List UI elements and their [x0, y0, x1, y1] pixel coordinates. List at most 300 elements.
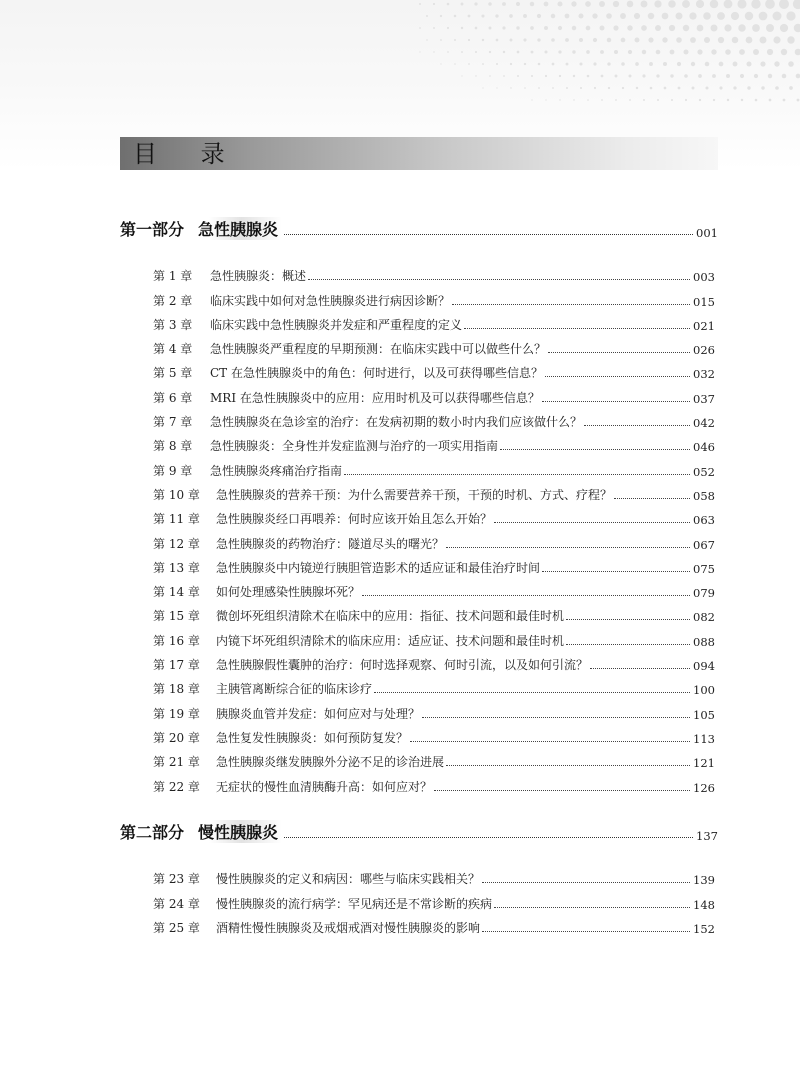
chapter-title: 内镜下坏死组织清除术的临床应用：适应证、技术问题和最佳时机 [216, 633, 565, 648]
halftone-dot [760, 61, 765, 66]
toc-entry[interactable] [153, 887, 715, 911]
halftone-dot [711, 49, 716, 54]
halftone-dot [786, 11, 795, 20]
halftone-dot [781, 49, 787, 55]
halftone-dot [573, 75, 575, 77]
chapter-number: 第 7 章 [153, 415, 193, 430]
halftone-dot [447, 51, 449, 53]
halftone-dot [538, 87, 540, 89]
part-2-name: 慢性胰腺炎 [198, 823, 279, 842]
halftone-dot [642, 50, 646, 54]
chapter-page-number: 121 [693, 756, 715, 771]
halftone-dot [636, 87, 638, 89]
dot-leader [452, 304, 690, 305]
halftone-dot [538, 63, 541, 66]
toc-entry[interactable] [153, 260, 715, 284]
part-1-page: 001 [696, 226, 718, 240]
halftone-dot [523, 14, 527, 18]
halftone-dot [783, 99, 786, 102]
dot-leader [422, 717, 690, 718]
chapter-page-number: 152 [693, 921, 715, 936]
halftone-dot [502, 2, 506, 6]
halftone-dot [669, 25, 675, 31]
dot-leader [590, 668, 690, 669]
halftone-dot [531, 99, 532, 100]
dot-leader [548, 352, 690, 353]
halftone-dot [703, 12, 711, 20]
halftone-dot [551, 38, 555, 42]
halftone-dot [552, 63, 555, 66]
chapter-number: 第 8 章 [153, 439, 193, 454]
halftone-dot [594, 87, 596, 89]
chapter-title: 急性胰腺炎中内镜逆行胰胆管造影术的适应证和最佳治疗时间 [216, 560, 541, 575]
halftone-dot [761, 86, 764, 89]
halftone-dot [746, 61, 751, 66]
halftone-dot [746, 37, 753, 44]
chapter-page-number: 058 [693, 488, 715, 503]
halftone-dot [670, 74, 673, 77]
toc-entry[interactable] [153, 406, 715, 430]
halftone-dot [740, 74, 744, 78]
chapter-page-number: 082 [693, 610, 715, 625]
halftone-dot [685, 99, 687, 101]
chapter-number: 第 16 章 [153, 633, 200, 648]
halftone-dot [607, 38, 612, 43]
dot-leader [434, 790, 690, 791]
halftone-dot [643, 99, 645, 101]
halftone-dot [648, 13, 654, 19]
chapter-number: 第 25 章 [153, 920, 200, 935]
toc-entry[interactable] [153, 381, 715, 405]
halftone-dot [635, 38, 640, 43]
halftone-dot [559, 75, 561, 77]
halftone-dot [621, 62, 625, 66]
halftone-dot [474, 2, 477, 5]
halftone-dot [697, 49, 702, 54]
halftone-dot [649, 62, 653, 66]
halftone-dot [468, 39, 470, 41]
halftone-dot [627, 25, 632, 30]
toc-entry[interactable] [153, 600, 715, 624]
halftone-dot [419, 27, 421, 29]
dot-leader [344, 474, 690, 475]
halftone-dot [620, 13, 626, 19]
dot-leader [566, 644, 690, 645]
chapter-number: 第 20 章 [153, 730, 200, 745]
dot-leader [542, 401, 690, 402]
halftone-dot [779, 0, 789, 9]
halftone-dot [495, 14, 498, 17]
chapter-number: 第 17 章 [153, 658, 200, 673]
halftone-dot [745, 12, 753, 20]
halftone-dot [773, 12, 782, 21]
part-2-page: 137 [696, 829, 718, 843]
chapter-number: 第 1 章 [153, 269, 193, 284]
halftone-dot [690, 37, 696, 43]
halftone-dot [773, 36, 780, 43]
halftone-dot [566, 87, 568, 89]
dot-leader [410, 741, 690, 742]
chapter-number: 第 2 章 [153, 293, 193, 308]
halftone-dot [613, 1, 619, 7]
chapter-page-number: 021 [693, 318, 715, 333]
halftone-dot [468, 15, 471, 18]
toc-entry[interactable] [153, 722, 715, 746]
halftone-dot [544, 26, 548, 30]
halftone-dot [510, 39, 513, 42]
halftone-dot [691, 62, 695, 66]
halftone-dot [482, 39, 484, 41]
toc-entry[interactable] [153, 673, 715, 697]
halftone-dot [704, 37, 710, 43]
halftone-dot [710, 0, 719, 8]
halftone-dot [475, 75, 476, 76]
halftone-dot [662, 37, 667, 42]
part-2-heading[interactable] [120, 821, 718, 843]
halftone-dot [663, 62, 667, 66]
halftone-dot [655, 25, 661, 31]
halftone-dot [615, 99, 617, 101]
halftone-dot [642, 74, 645, 77]
halftone-dot [454, 63, 456, 65]
halftone-dot [475, 51, 477, 53]
chapter-page-number: 139 [693, 873, 715, 888]
chapter-number: 第 3 章 [153, 317, 193, 332]
chapter-title: 急性胰腺炎的药物治疗：隧道尽头的曙光？ [216, 536, 445, 551]
halftone-dot [775, 86, 779, 90]
part-1-heading[interactable] [120, 218, 718, 240]
chapter-title: 慢性胰腺炎的流行病学：罕见病还是不常诊断的疾病 [216, 896, 493, 911]
part-1-name: 急性胰腺炎 [198, 220, 279, 239]
halftone-dot [683, 49, 688, 54]
halftone-dot [530, 26, 534, 30]
chapter-title: 胰腺炎血管并发症：如何应对与处理？ [216, 706, 421, 721]
halftone-dot [489, 27, 492, 30]
toc-entry[interactable] [153, 552, 715, 576]
halftone-dot [433, 3, 435, 5]
page-title: 目 录 [133, 140, 243, 168]
toc-entry[interactable] [153, 770, 715, 794]
part-2-label: 第二部分 [120, 823, 185, 842]
halftone-dot [600, 26, 605, 31]
halftone-dot [551, 14, 556, 19]
halftone-dot [531, 51, 534, 54]
chapter-number: 第 10 章 [153, 487, 200, 502]
halftone-dot [788, 61, 794, 67]
chapter-number: 第 21 章 [153, 755, 200, 770]
chapter-title: 急性胰腺炎的营养干预：为什么需要营养干预，干预的时机、方式、疗程？ [216, 487, 613, 502]
halftone-dot [668, 0, 676, 8]
halftone-dot [496, 87, 497, 88]
chapter-title: 临床实践中急性胰腺炎并发症和严重程度的定义 [210, 317, 463, 332]
halftone-dot [754, 74, 758, 78]
halftone-dot [502, 26, 505, 29]
halftone-dot [433, 51, 434, 52]
halftone-dot [440, 39, 442, 41]
halftone-dot [601, 75, 604, 78]
halftone-dot [753, 49, 759, 55]
chapter-number: 第 23 章 [153, 872, 200, 887]
halftone-dot [733, 62, 738, 67]
halftone-dot [752, 24, 760, 32]
toc-entry[interactable] [153, 746, 715, 770]
chapter-title: CT 在急性胰腺炎中的角色：何时进行，以及可获得哪些信息？ [210, 366, 544, 381]
halftone-dot [545, 75, 547, 77]
halftone-dot [650, 87, 653, 90]
halftone-dot [712, 74, 716, 78]
halftone-dot [641, 1, 648, 8]
halftone-dot [558, 26, 562, 30]
chapter-number: 第 6 章 [153, 390, 193, 405]
halftone-dot [677, 62, 681, 66]
halftone-dot [692, 87, 695, 90]
halftone-dot [592, 13, 597, 18]
toc-entry[interactable] [153, 912, 715, 936]
chapter-page-number: 026 [693, 343, 715, 358]
halftone-dot [579, 62, 582, 65]
toc-entry[interactable] [153, 863, 715, 887]
halftone-dot [516, 26, 519, 29]
halftone-dot [488, 2, 492, 6]
halftone-dot [454, 39, 456, 41]
toc-entry[interactable] [153, 649, 715, 673]
chapter-page-number: 067 [693, 537, 715, 552]
dot-leader [308, 279, 690, 280]
halftone-dot [794, 24, 800, 32]
halftone-dot [662, 13, 669, 20]
dot-leader [542, 571, 690, 572]
halftone-dot [516, 2, 520, 6]
dot-leader [584, 425, 690, 426]
halftone-dot [727, 99, 729, 101]
halftone-dot [698, 74, 702, 78]
halftone-dot [682, 0, 690, 8]
chapter-number: 第 13 章 [153, 560, 200, 575]
halftone-dot [699, 99, 701, 101]
halftone-dot [593, 38, 597, 42]
halftone-dot [789, 86, 793, 90]
halftone-dot [627, 1, 634, 8]
halftone-dot [621, 38, 626, 43]
dot-leader [374, 692, 690, 693]
chapter-number: 第 22 章 [153, 779, 200, 794]
halftone-dot [509, 14, 513, 18]
chapter-title: 急性胰腺炎：概述 [210, 269, 307, 284]
halftone-dot [768, 74, 772, 78]
halftone-dot [654, 0, 661, 7]
halftone-dot [782, 74, 787, 79]
chapter-number: 第 15 章 [153, 609, 200, 624]
halftone-dot [585, 1, 591, 7]
chapter-title: 急性复发性胰腺炎：如何预防复发？ [216, 730, 409, 745]
halftone-dot [482, 87, 483, 88]
halftone-dot [767, 49, 773, 55]
halftone-dot [737, 0, 746, 9]
halftone-dot [705, 86, 708, 89]
halftone-dot [731, 12, 739, 20]
chapter-page-number: 042 [693, 416, 715, 431]
halftone-dot [566, 63, 569, 66]
toc-entry[interactable] [153, 479, 715, 503]
dot-leader [494, 522, 690, 523]
halftone-dot [718, 37, 724, 43]
chapter-page-number: 105 [693, 707, 715, 722]
halftone-dot [656, 50, 661, 55]
halftone-dot [607, 62, 610, 65]
halftone-dot [503, 51, 505, 53]
dot-leader [362, 595, 690, 596]
halftone-dot [545, 99, 546, 100]
chapter-title: 微创坏死组织清除术在临床中的应用：指征、技术问题和最佳时机 [216, 609, 565, 624]
chapter-page-number: 113 [693, 731, 715, 746]
toc-entry[interactable] [153, 333, 715, 357]
halftone-dot [573, 99, 574, 100]
halftone-dot [572, 50, 575, 53]
chapter-number: 第 14 章 [153, 585, 200, 600]
halftone-dot [793, 0, 800, 9]
dot-leader [284, 837, 693, 838]
halftone-dot [738, 24, 745, 31]
part-1-label: 第一部分 [120, 220, 185, 239]
halftone-dot [454, 15, 457, 18]
halftone-dot [558, 50, 561, 53]
dot-leader [545, 376, 690, 377]
halftone-dot [717, 12, 725, 20]
halftone-dot [741, 99, 743, 101]
halftone-dot [531, 75, 533, 77]
halftone-dot [629, 99, 631, 101]
chapter-page-number: 052 [693, 464, 715, 479]
toc-entry[interactable] [153, 454, 715, 478]
halftone-dot [461, 51, 463, 53]
chapter-page-number: 079 [693, 586, 715, 601]
halftone-dot [489, 75, 491, 77]
toc-entry[interactable] [153, 284, 715, 308]
toc-entry[interactable] [153, 527, 715, 551]
halftone-dot [664, 87, 667, 90]
chapter-page-number: 032 [693, 367, 715, 382]
halftone-dot [482, 63, 484, 65]
chapter-page-number: 063 [693, 513, 715, 528]
halftone-dot [733, 86, 736, 89]
dot-leader [464, 328, 690, 329]
halftone-dot [705, 62, 710, 67]
halftone-dot [765, 0, 775, 9]
halftone-dot [510, 87, 511, 88]
halftone-dot [628, 50, 632, 54]
halftone-dot [787, 36, 794, 43]
chapter-page-number: 100 [693, 683, 715, 698]
chapter-title: MRI 在急性胰腺炎中的应用：应用时机及可以获得哪些信息？ [210, 390, 540, 405]
halftone-dot [725, 49, 731, 55]
halftone-dot [713, 99, 715, 101]
halftone-dot [671, 99, 673, 101]
halftone-dot [670, 50, 675, 55]
halftone-dot [524, 87, 526, 89]
toc-entry[interactable] [153, 309, 715, 333]
chapter-title: 急性胰腺炎严重程度的早期预测：在临床实践中可以做些什么？ [210, 342, 547, 357]
halftone-dot [461, 3, 464, 6]
toc-entry[interactable] [153, 576, 715, 600]
toc-entry[interactable] [153, 503, 715, 527]
dot-leader [482, 931, 690, 932]
halftone-dot [461, 75, 462, 76]
toc-entry[interactable] [153, 697, 715, 721]
chapter-title: 急性胰腺炎经口再喂养：何时应该开始且怎么开始？ [216, 512, 493, 527]
halftone-dot [614, 50, 618, 54]
toc-entry[interactable] [153, 357, 715, 381]
chapter-title: 如何处理感染性胰腺坏死？ [216, 585, 361, 600]
chapter-page-number: 088 [693, 634, 715, 649]
halftone-dot [678, 87, 681, 90]
halftone-dot [711, 25, 718, 32]
halftone-dot [606, 13, 612, 19]
halftone-dot [615, 75, 618, 78]
chapter-number: 第 24 章 [153, 896, 200, 911]
halftone-dot [697, 25, 704, 32]
halftone-dot [571, 1, 576, 6]
halftone-dot [419, 3, 421, 5]
chapter-title: 慢性胰腺炎的定义和病因：哪些与临床实践相关？ [216, 872, 481, 887]
halftone-dot [419, 51, 420, 52]
halftone-dot [593, 62, 596, 65]
halftone-dot [613, 25, 618, 30]
halftone-dot [600, 50, 604, 54]
dot-leader [500, 449, 690, 450]
toc-entry[interactable] [153, 430, 715, 454]
chapter-title: 急性胰腺炎：全身性并发症监测与治疗的一项实用指南 [210, 439, 499, 454]
toc-entry[interactable] [153, 624, 715, 648]
halftone-dot [524, 63, 526, 65]
halftone-dot [726, 74, 730, 78]
halftone-dot [557, 1, 562, 6]
halftone-dot [656, 74, 659, 77]
chapter-title: 无症状的慢性血清胰酶升高：如何应对？ [216, 779, 433, 794]
halftone-dot [696, 0, 704, 8]
halftone-dot [523, 38, 526, 41]
halftone-dot [447, 3, 450, 6]
halftone-dot [780, 24, 788, 32]
halftone-dot [608, 87, 610, 89]
halftone-dot [689, 12, 696, 19]
chapter-title: 主胰管离断综合征的临床诊疗 [216, 682, 373, 697]
halftone-dot [517, 75, 519, 77]
halftone-dot [675, 12, 682, 19]
halftone-dot [579, 38, 583, 42]
halftone-dot [587, 75, 590, 78]
halftone-dot [724, 0, 733, 8]
halftone-dot [747, 86, 750, 89]
halftone-dot [676, 37, 682, 43]
halftone-dot [648, 37, 653, 42]
chapter-page-number: 046 [693, 440, 715, 455]
dot-leader [446, 765, 690, 766]
halftone-dot [601, 99, 603, 101]
dot-leader [566, 619, 690, 620]
halftone-dot [774, 61, 779, 66]
part-1-chapter-list [153, 260, 715, 795]
halftone-dot [719, 62, 724, 67]
chapter-page-number: 094 [693, 659, 715, 674]
halftone-dot [628, 74, 631, 77]
halftone-dot [683, 25, 689, 31]
halftone-dot [426, 39, 428, 41]
halftone-dot [634, 13, 640, 19]
halftone-dot [440, 15, 442, 17]
chapter-number: 第 11 章 [153, 512, 200, 527]
chapter-number: 第 4 章 [153, 342, 193, 357]
halftone-dot [599, 1, 605, 7]
